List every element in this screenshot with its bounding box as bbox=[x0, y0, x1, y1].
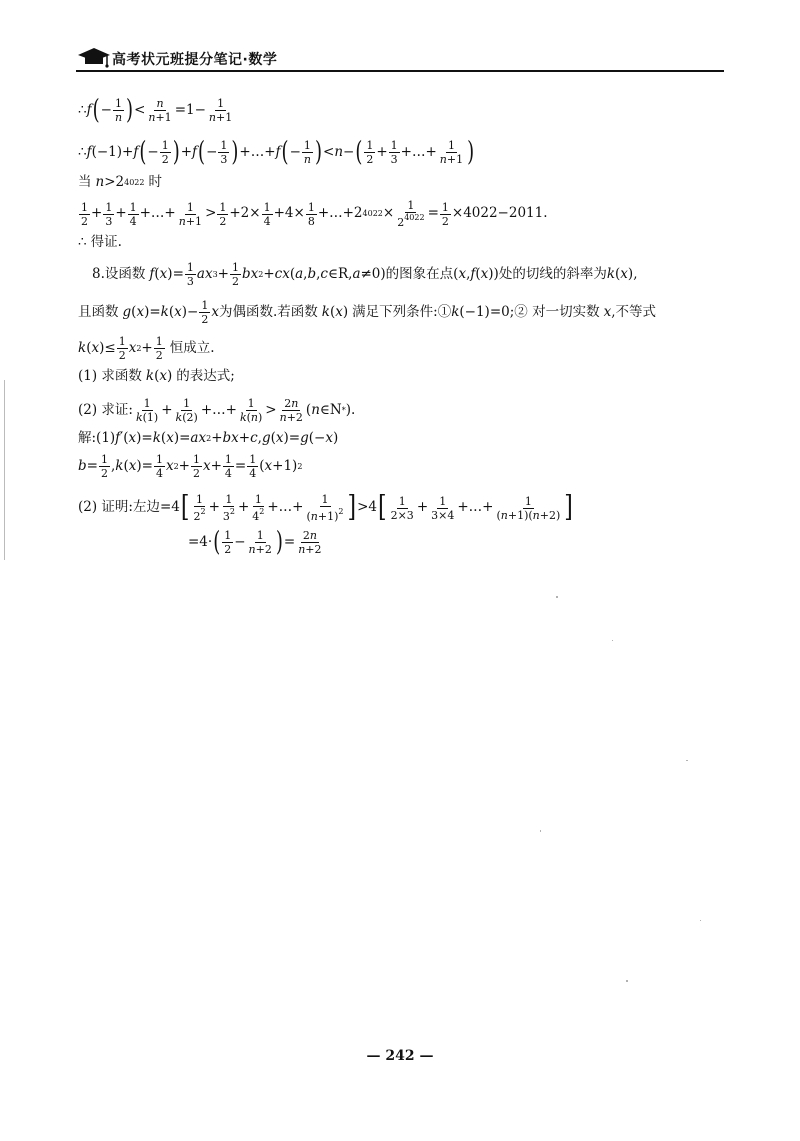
formula-line-5: ∴ 得证. bbox=[78, 234, 122, 250]
proof-line-1: (2) 证明:左边 =4 [ $\frac{1}{2^2}$ + $\frac{1}{3^2}$ + $\frac{1}{4^2}$ +…+ $\frac{1}{(n+1)^2}$ ] >4 [ $\frac{1}{2\times 3}$ + $\frac{1}{3\times 4}$ +…+ $\frac{1}{(n+1)(n+2)}$ ] bbox=[78, 491, 573, 524]
scan-edge-line bbox=[4, 380, 5, 560]
solution-line-2: b = $\frac{1}{2}$ , k ( x )= $\frac{1}{4}$ x 2 + $\frac{1}{2}$ x + $\frac{1}{4}$ = $\frac{1}{4}$ ( x +1) 2 bbox=[78, 453, 303, 480]
page-header bbox=[76, 46, 724, 72]
problem-8-line-3: k ( x )≤ $\frac{1}{2}$ x 2 + $\frac{1}{2}$ 恒成立. bbox=[78, 335, 215, 362]
header-rule bbox=[76, 70, 724, 72]
problem-8-line-1: 8. 设函数 f ( x )= $\frac{1}{3}$ ax 3 + $\frac{1}{2}$ bx 2 + cx ( a , b , c ∈R, a ≠0) 的图象在点 ( x , f ( x )) 处的切线的斜率为 k ( x ), bbox=[92, 261, 638, 288]
page-number: — 242 — bbox=[366, 1048, 434, 1064]
problem-8-line-2: 且函数 g ( x )= k ( x )− $\frac{1}{2}$ x 为偶函数.若函数 k ( x ) 满足下列条件:① k (−1)=0 ;② 对一切实数 x ,不等式 bbox=[78, 299, 656, 326]
proof-line-2: =4· ( $\frac{1}{2}$ − $\frac{1}{n+2}$ ) = $\frac{2n}{n+2}$ bbox=[188, 526, 322, 558]
solution-line-1: 解:(1) f ′( x )= k ( x )= ax 2 + bx + c , g ( x )= g (− x ) bbox=[78, 430, 339, 446]
scan-speck bbox=[700, 920, 701, 921]
graduation-cap-icon bbox=[76, 46, 112, 68]
scan-speck bbox=[686, 760, 688, 761]
scan-speck bbox=[540, 830, 541, 832]
formula-line-3: 当 n >2 4022 时 bbox=[78, 174, 162, 190]
question-1: (1) 求函数 k ( x ) 的表达式; bbox=[78, 368, 235, 384]
scan-speck bbox=[556, 596, 558, 598]
scan-speck bbox=[612, 640, 613, 641]
scan-speck bbox=[626, 980, 628, 982]
header-title: 高考状元班提分笔记·数学 bbox=[112, 52, 278, 68]
formula-line-1: ∴ f ( − $\frac{1}{n}$ ) < $\frac{n}{n+1}$ =1− $\frac{1}{n+1}$ bbox=[78, 94, 233, 126]
formula-line-4: $\frac{1}{2}$ + $\frac{1}{3}$ + $\frac{1}{4}$ +…+ $\frac{1}{n+1}$ > $\frac{1}{2}$ +2× $\frac{1}{4}$ +4× $\frac{1}{8}$ +…+2 4022 × $\frac{1}{2^{4022}}$ = $\frac{1}{2}$ × 4022 − 2011 . bbox=[81, 199, 548, 229]
formula-line-2: ∴ f (−1)+ f ( − $\frac{1}{2}$ ) + f ( − $\frac{1}{3}$ ) +…+ f ( − $\frac{1}{n}$ ) < n − ( $\frac{1}{2}$ + $\frac{1}{3}$ +…+ $\frac{1}{n+1}$ ) bbox=[78, 136, 475, 168]
question-2: (2) 求证: $\frac{1}{k(1)}$ + $\frac{1}{k(2)}$ +…+ $\frac{1}{k(n)}$ > $\frac{2n}{n+2}$ ( n ∈N * ). bbox=[78, 397, 356, 424]
